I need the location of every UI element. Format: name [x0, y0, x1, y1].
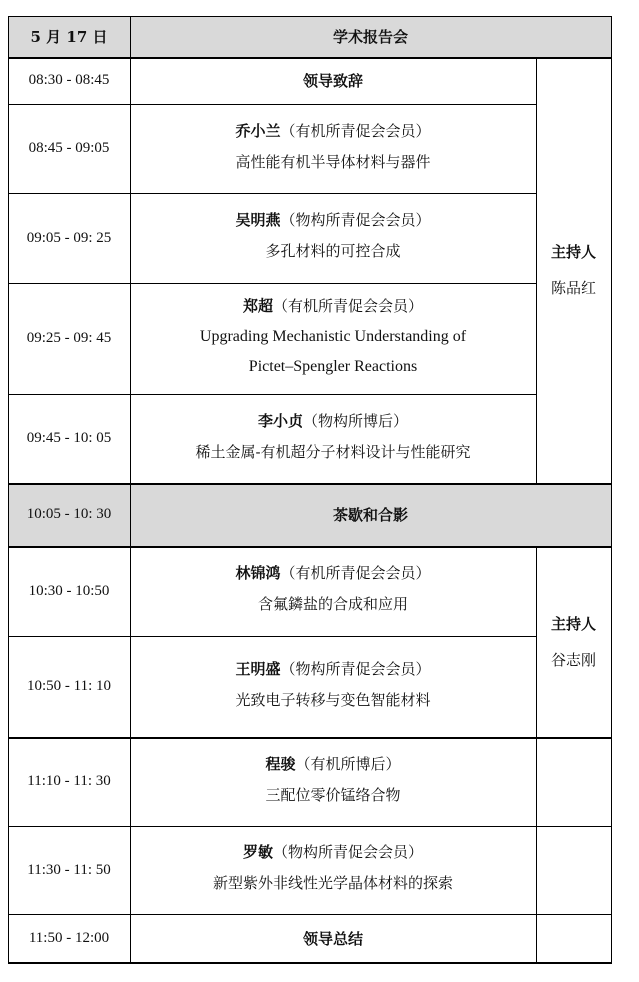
host-name: 谷志刚	[550, 650, 596, 669]
host-column-divider	[536, 546, 537, 962]
content-cell	[130, 914, 536, 962]
speaker-line	[243, 842, 423, 862]
speaker-affiliation: （有机所青促会会员）	[280, 564, 431, 582]
time-cell	[8, 483, 130, 546]
speaker-name: 王明盛	[235, 659, 281, 678]
speaker-name: 乔小兰	[235, 121, 281, 140]
speaker-line	[235, 121, 430, 141]
session-time: 08:45 - 09:05	[28, 140, 110, 156]
speaker-line	[235, 210, 430, 230]
time-column-divider	[130, 16, 131, 962]
speaker-affiliation: （有机所青促会会员）	[273, 296, 424, 315]
row-divider	[8, 283, 537, 284]
time-cell	[8, 57, 130, 104]
row-divider	[8, 636, 537, 637]
row-divider	[8, 483, 612, 485]
talk-title: 三配位零价锰络合物	[265, 785, 401, 804]
speaker-affiliation: （有机所博后）	[295, 754, 401, 773]
session-time: 11:30 - 11: 50	[27, 861, 111, 878]
session-time: 10:50 - 11: 10	[26, 678, 112, 694]
talk-title: 高性能有机半导体材料与器件	[235, 152, 431, 171]
header-date-cell	[8, 16, 130, 57]
event-label: 领导致辞	[302, 72, 363, 90]
content-cell	[130, 104, 536, 193]
host-cell	[536, 57, 611, 483]
talk-title: 稀土金属-有机超分子材料设计与性能研究	[195, 442, 471, 461]
time-cell	[8, 394, 130, 483]
speaker-affiliation: （物构所青促会会员）	[273, 843, 424, 861]
row-divider	[8, 104, 537, 105]
speaker-line	[235, 659, 430, 679]
content-cell	[130, 636, 536, 737]
talk-title: 含氟鏻盐的合成和应用	[257, 595, 408, 613]
session-time: 11:50 - 12:00	[28, 929, 110, 946]
session-time: 11:10 - 11: 30	[27, 773, 111, 789]
speaker-affiliation: （有机所青促会会员）	[280, 121, 431, 140]
speaker-line	[243, 296, 423, 316]
speaker-line	[265, 754, 400, 774]
time-cell	[8, 546, 130, 636]
host-role: 主持人	[550, 243, 596, 261]
speaker-name: 罗敏	[242, 843, 273, 861]
content-cell	[130, 826, 536, 914]
header-divider	[8, 57, 612, 59]
speaker-affiliation: （物构所博后）	[303, 411, 409, 430]
time-cell	[8, 737, 130, 826]
row-divider	[8, 826, 612, 827]
session-time: 08:30 - 08:45	[28, 72, 110, 88]
host-role: 主持人	[550, 614, 596, 633]
content-cell	[130, 193, 536, 283]
speaker-name: 吴明燕	[235, 211, 281, 229]
table-border-bottom	[8, 962, 612, 964]
talk-title: 新型紫外非线性光学晶体材料的探索	[212, 874, 453, 892]
header-title: 学术报告会	[332, 28, 408, 46]
content-cell	[130, 394, 536, 483]
speaker-name: 林锦鸿	[235, 564, 281, 582]
content-cell	[130, 57, 536, 104]
time-cell	[8, 283, 130, 394]
session-time: 09:45 - 10: 05	[26, 430, 112, 446]
row-divider	[8, 737, 612, 739]
row-divider	[8, 914, 612, 915]
row-divider	[8, 193, 537, 194]
session-time: 09:25 - 09: 45	[26, 330, 112, 346]
table-border-left	[8, 16, 9, 963]
break-label: 茶歇和合影	[332, 506, 408, 524]
row-divider	[8, 546, 612, 548]
row-divider	[8, 394, 537, 395]
speaker-affiliation: （物构所青促会会员）	[280, 211, 431, 229]
speaker-line	[258, 411, 408, 431]
header-date: 5 月 17 日	[30, 28, 108, 46]
host-column-divider	[536, 57, 537, 483]
table-border-top	[8, 16, 612, 17]
event-label: 领导总结	[302, 929, 363, 948]
speaker-name: 郑超	[242, 296, 273, 315]
time-cell	[8, 914, 130, 962]
host-cell	[536, 546, 611, 737]
time-cell	[8, 826, 130, 914]
table-border-right	[611, 16, 612, 963]
talk-title: 多孔材料的可控合成	[265, 242, 401, 260]
talk-title: Pictet–Spengler Reactions	[248, 357, 418, 375]
time-cell	[8, 104, 130, 193]
speaker-name: 程骏	[265, 754, 296, 773]
speaker-name: 李小贞	[257, 411, 303, 430]
speaker-line	[235, 563, 430, 583]
header-title-cell	[130, 16, 611, 57]
content-cell	[130, 546, 536, 636]
host-name: 陈品红	[550, 279, 596, 297]
session-time: 09:05 - 09: 25	[26, 229, 112, 246]
content-cell	[130, 283, 536, 394]
speaker-affiliation: （物构所青促会会员）	[280, 659, 431, 678]
talk-title: 光致电子转移与变色智能材料	[235, 690, 431, 709]
time-cell	[8, 636, 130, 737]
content-cell	[130, 737, 536, 826]
talk-title: Upgrading Mechanistic Understanding of	[199, 327, 467, 345]
time-cell	[8, 193, 130, 283]
session-time: 10:05 - 10: 30	[26, 506, 112, 522]
break-cell	[130, 483, 611, 546]
session-time: 10:30 - 10:50	[28, 582, 110, 599]
